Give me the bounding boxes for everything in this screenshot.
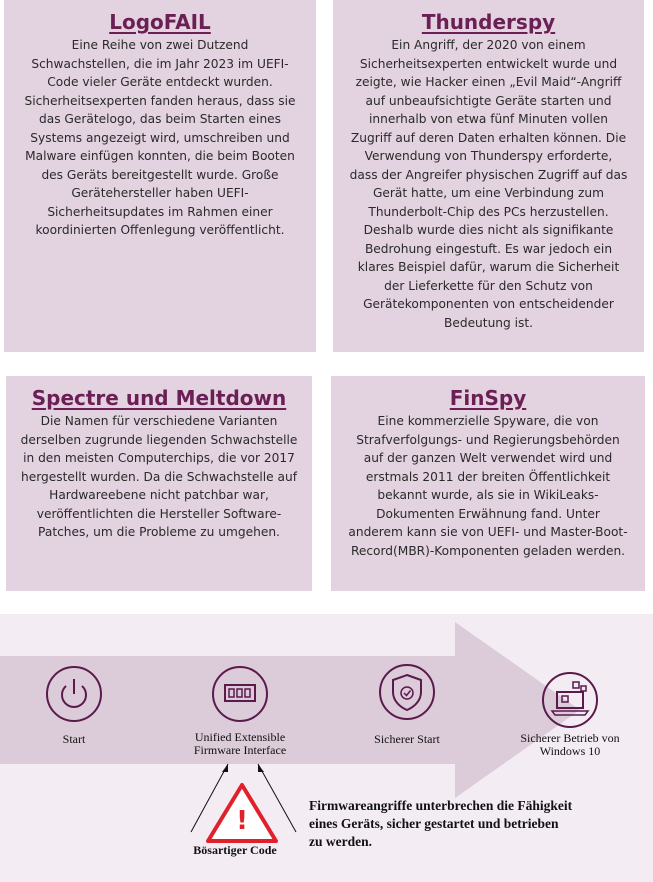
power-icon — [44, 664, 104, 724]
card-title: Spectre und Meltdown — [31, 386, 287, 410]
warning-icon — [205, 782, 279, 844]
card-title: Thunderspy — [421, 10, 556, 34]
shield-check-icon — [377, 662, 437, 722]
card-logofail — [4, 0, 316, 352]
warning-symbol: ! — [236, 806, 248, 836]
summary-line: Firmwareangriffe unterbrechen die Fähigkeit — [309, 798, 573, 813]
step-label-line: Windows 10 — [539, 744, 601, 758]
step-label-secure-boot: Sicherer Start — [374, 732, 440, 746]
step-label-line: Firmware Interface — [193, 743, 287, 757]
step-label-windows — [510, 732, 630, 758]
chip-icon — [210, 664, 270, 724]
summary-line: eines Geräts, sicher gestartet und betrieben — [309, 816, 559, 831]
boot-flow-diagram — [0, 614, 653, 882]
card-title: LogoFAIL — [109, 10, 211, 34]
card-thunderspy — [333, 0, 644, 352]
summary-line: zu werden. — [309, 834, 372, 849]
card-text: Eine Reihe von zwei Dutzend Schwachstellen, die im Jahr 2023 im UEFI-Code vieler Geräte entdeckt wurden. Sicherheitsexperten fanden heraus, dass sie das Gerätelogo, das beim Starten eines Systems angezeigt wird, umschreiben und Malware einfügen konnten, die beim Booten des Geräts bereitgestellt wurde. Große Gerätehersteller haben UEFI-Sicherheitsupdates im Rahmen einer koordinierten Offenlegung veröffentlicht. — [24, 38, 296, 237]
summary-text — [309, 797, 649, 851]
card-finspy — [331, 376, 645, 591]
step-label-start: Start — [62, 732, 86, 746]
card-text: Eine kommerzielle Spyware, die von Strafverfolgungs- und Regierungsbehörden auf der ganzen Welt verwendet wird und erstmals 2011 der breiten Öffentlichkeit bekannt wurde, als sie in WikiLeaks-Dokumenten Erwähnung fand. Unter anderem kann sie von UEFI- und Master-Boot-Record(MBR)-Komponenten geladen werden. — [348, 414, 628, 558]
malicious-code-label: Bösartiger Code — [193, 843, 277, 857]
card-text: Die Namen für verschiedene Varianten derselben zugrunde liegenden Schwachstelle in den meisten Computerchips, die vor 2017 hergestellt wurden. Da die Schwachstelle auf Hardwareebene nicht patchbar war, veröffentlichten die Hersteller Software-Patches, um die Probleme zu umgehen. — [20, 414, 298, 539]
laptop-icon — [540, 670, 600, 730]
step-label-line: Unified Extensible — [194, 730, 286, 744]
step-label-line: Sicherer Betrieb von — [520, 731, 620, 745]
card-spectre-meltdown — [6, 376, 312, 591]
card-text: Ein Angriff, der 2020 von einem Sicherheitsexperten entwickelt wurde und zeigte, wie Hacker einen „Evil Maid“-Angriff auf unbeaufsichtigte Geräte starten und innerhalb von etwa fünf Minuten vollen Zugriff auf deren Daten erhalten können. Die Verwendung von Thunderspy erforderte, dass der Angreifer physischen Zugriff auf das Gerät hatte, um eine Verbindung zum Thunderbolt-Chip des PCs herzustellen. Deshalb wurde dies nicht als signifikante Bedrohung eingestuft. Es war jedoch ein klares Beispiel dafür, warum die Sicherheit der Lieferkette für den Schutz von Gerätekomponenten von entscheidender Bedeutung ist. — [349, 38, 628, 330]
step-label-uefi — [180, 731, 300, 757]
card-title: FinSpy — [449, 386, 527, 410]
